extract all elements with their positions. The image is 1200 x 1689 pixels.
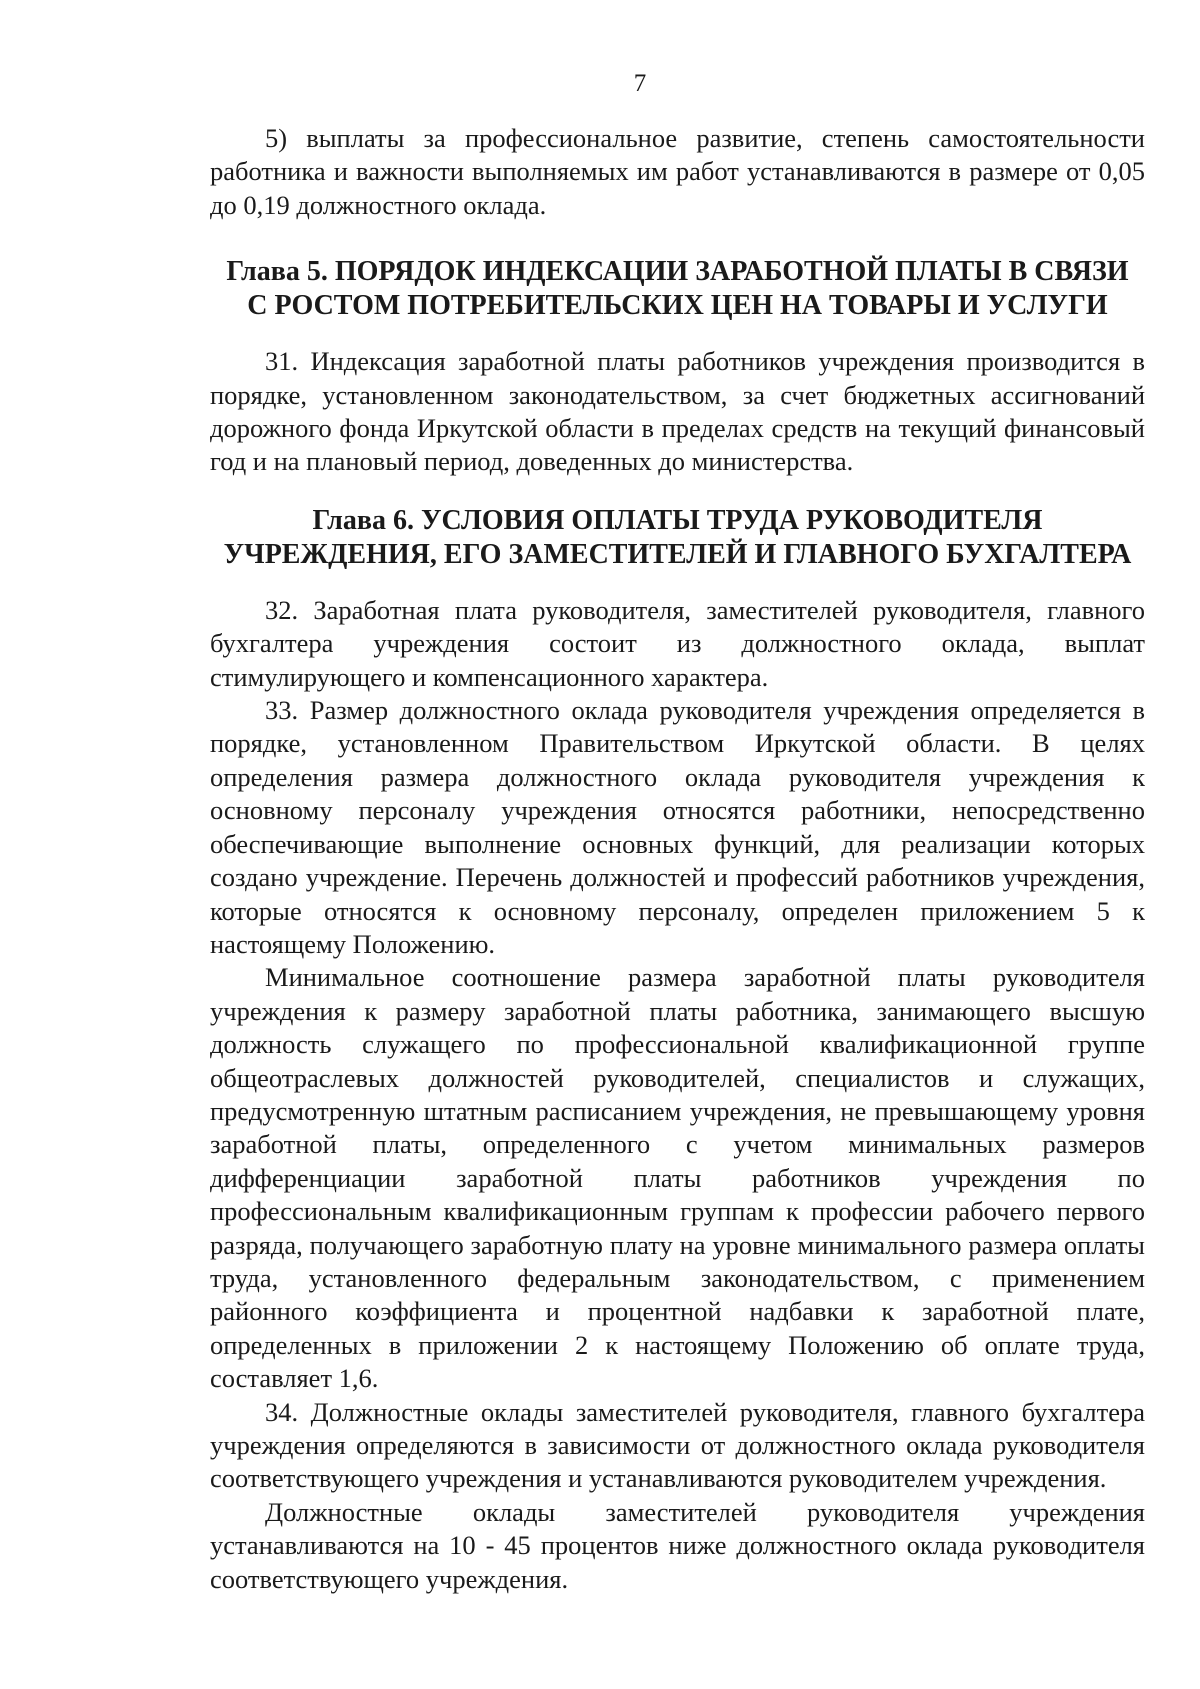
paragraph-32: 32. Заработная плата руководителя, заместителей руководителя, главного бухгалтера учреждения состоит из должностного оклада, выплат стимулирующего и компенсационного характера. [210, 594, 1145, 692]
paragraph-33-minimum-ratio: Минимальное соотношение размера заработной платы руководителя учреждения к размеру заработной платы работника, занимающего высшую должность служащего по профессиональной квалификационной группе общеотраслевых должностей руководителей, специалистов и служащих, предусмотренную штатным расписанием учреждения, не превышающему уровня заработной платы, определенного с учетом минимальных размеров дифференциации заработной платы работников учреждения по профессиональным квалификационным группам к профессии рабочего первого разряда, получающего заработную плату на уровне минимального размера оплаты труда, установленного федеральным законодательством, с применением районного коэффициента и процентной надбавки к заработной плате, определенных в приложении 2 к настоящему Положению об оплате труда, составляет 1,6. [210, 962, 1145, 1394]
chapter-5-title-line-1: Глава 5. ПОРЯДОК ИНДЕКСАЦИИ ЗАРАБОТНОЙ ПЛАТЫ В СВЯЗИ [226, 256, 1129, 288]
paragraph-item-5: 5) выплаты за профессиональное развитие, степень самостоятельности работника и важности выполняемых им работ устанавливаются в размере от 0,05 до 0,19 должностного оклада. [210, 123, 1145, 220]
chapter-6-title-line-2: УЧРЕЖДЕНИЯ, ЕГО ЗАМЕСТИТЕЛЕЙ И ГЛАВНОГО БУХГАЛТЕРА [223, 538, 1132, 570]
paragraph-34-deputies: Должностные оклады заместителей руководителя учреждения устанавливаются на 10 - 45 процентов ниже должностного оклада руководителя соответствующего учреждения. [210, 1496, 1145, 1594]
paragraph-33: 33. Размер должностного оклада руководителя учреждения определяется в порядке, установленном Правительством Иркутской области. В целях определения размера должностного оклада руководителя учреждения к основному персоналу учреждения относятся работники, непосредственно обеспечивающие выполнение основных функций, для реализации которых создано учреждение. Перечень должностей и профессий работников учреждения, которые относятся к основному персоналу, определен приложением 5 к настоящему Положению. [210, 695, 1145, 959]
page-number: 7 [633, 70, 647, 97]
chapter-5-heading [210, 255, 1145, 323]
paragraph-34: 34. Должностные оклады заместителей руководителя, главного бухгалтера учреждения определяются в зависимости от должностного оклада руководителя соответствующего учреждения и устанавливаются руководителем учреждения. [210, 1396, 1145, 1494]
document-body [210, 122, 1145, 1596]
chapter-6-heading [210, 504, 1145, 572]
chapter-5-title-line-2: С РОСТОМ ПОТРЕБИТЕЛЬСКИХ ЦЕН НА ТОВАРЫ И УСЛУГИ [247, 290, 1108, 322]
chapter-6-title-line-1: Глава 6. УСЛОВИЯ ОПЛАТЫ ТРУДА РУКОВОДИТЕЛЯ [312, 504, 1043, 536]
paragraph-31: 31. Индексация заработной платы работников учреждения производится в порядке, установленном законодательством, за счет бюджетных ассигнований дорожного фонда Иркутской области в пределах средств на текущий финансовый год и на плановый период, доведенных до министерства. [210, 346, 1145, 477]
